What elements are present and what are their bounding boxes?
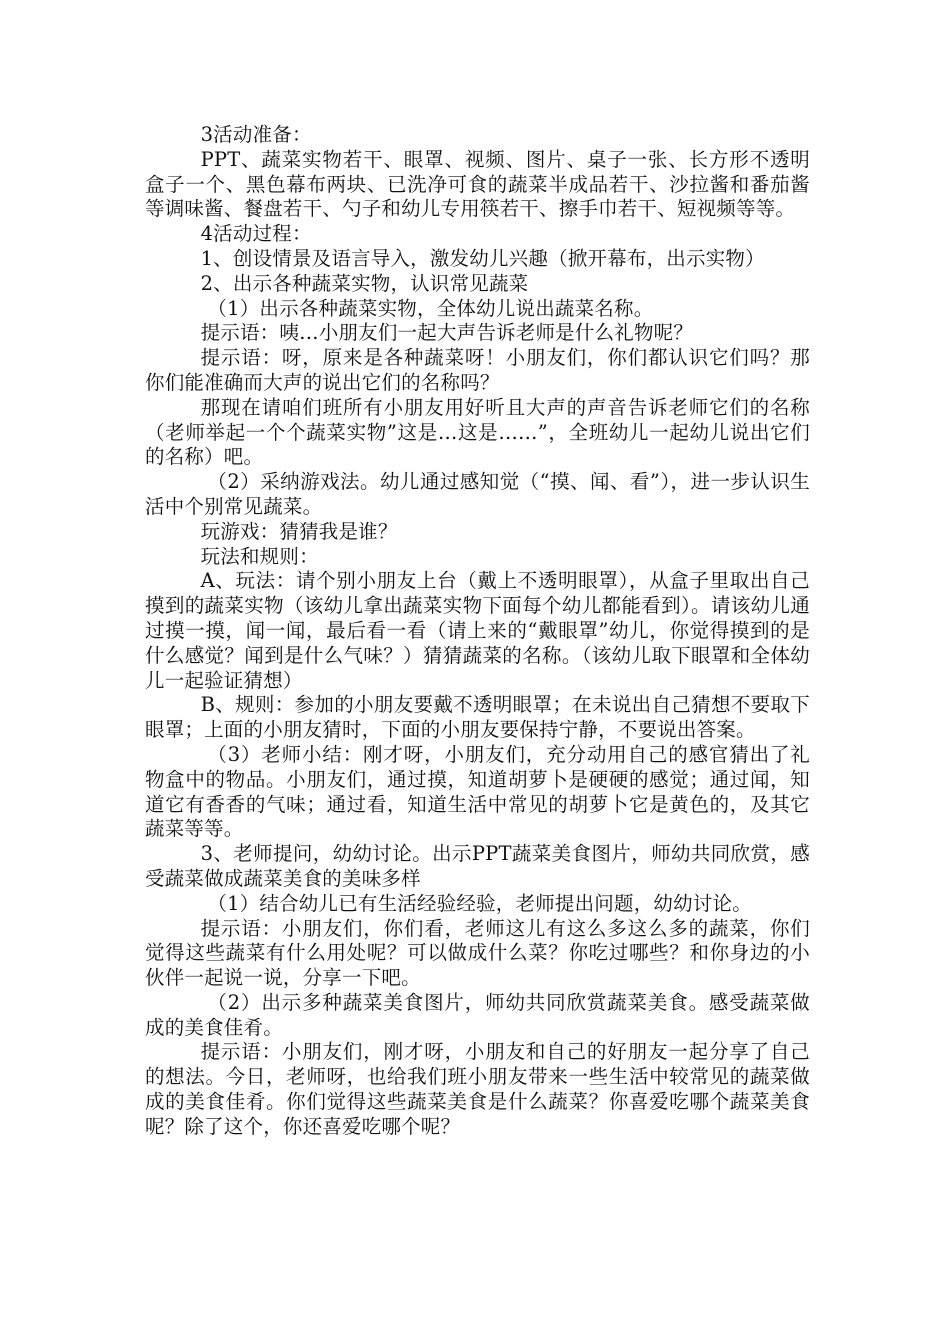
- paragraph: （1）结合幼儿已有生活经验经验，老师提出问题，幼幼讨论。: [207, 891, 752, 915]
- paragraph: 提示语：小朋友们，刚才呀，小朋友和自己的好朋友一起分享了自己的想法。今日，老师呀，也给我们班小朋友带来一些生活中较常见的蔬菜做成的美食佳肴。你们觉得这些蔬菜美食是什么蔬菜？你喜爱吃哪个蔬菜美食呢？除了这个，你还喜爱吃哪个呢？: [145, 1040, 810, 1138]
- paragraph: 提示语：呀，原来是各种蔬菜呀！小朋友们，你们都认识它们吗？那你们能准确而大声的说出它们的名称吗？: [145, 346, 810, 394]
- paragraph: 3活动准备：: [200, 123, 312, 146]
- paragraph: （3）老师小结：刚才呀，小朋友们，充分动用自己的感官猜出了礼物盒中的物品。小朋友们，通过摸，知道胡萝卜是硬硬的感觉；通过闻，知道它有香香的气味；通过看，知道生活中常见的胡萝卜它是黄色的，及其它蔬菜等等。: [145, 742, 810, 841]
- paragraph: PPT、蔬菜实物若干、眼罩、视频、图片、桌子一张、长方形不透明盒子一个、黑色幕布两块、已洗净可食的蔬菜半成品若干、沙拉酱和番茄酱等调味酱、餐盘若干、勺子和幼儿专用筷若干、擦手巾若干、短视频等等。: [145, 147, 810, 221]
- paragraph: 提示语：咦…小朋友们一起大声告诉老师是什么礼物呢？: [200, 321, 694, 345]
- paragraph: （1）出示各种蔬菜实物，全体幼儿说出蔬菜名称。: [207, 296, 654, 320]
- paragraph: 1、创设情景及语言导入，激发幼儿兴趣（掀开幕布，出示实物）: [200, 246, 765, 270]
- paragraph: 玩法和规则：: [200, 544, 319, 568]
- paragraph: （2）出示多种蔬菜美食图片，师幼共同欣赏蔬菜美食。感受蔬菜做成的美食佳肴。: [145, 990, 810, 1039]
- document-body: [145, 123, 810, 1140]
- paragraph: A、玩法：请个别小朋友上台（戴上不透明眼罩），从盒子里取出自己摸到的蔬菜实物（该幼儿拿出蔬菜实物下面每个幼儿都能看到）。请该幼儿通过摸一摸，闻一闻，最后看一看（请上来的“戴眼罩”幼儿，你觉得摸到的是什么感觉？闻到是什么气味？）猜猜蔬菜的名称。（该幼儿取下眼罩和全体幼儿一起验证猜想）: [145, 569, 810, 692]
- paragraph: 4活动过程：: [200, 222, 312, 246]
- paragraph: 提示语：小朋友们，你们看，老师这儿有这么多这么多的蔬菜，你们觉得这些蔬菜有什么用处呢？可以做成什么菜？你吃过哪些？和你身边的小伙伴一起说一说，分享一下吧。: [145, 916, 810, 990]
- paragraph: 2、出示各种蔬菜实物，认识常见蔬菜: [200, 271, 529, 295]
- paragraph: B、规则：参加的小朋友要戴不透明眼罩；在未说出自己猜想不要取下眼罩；上面的小朋友猜时，下面的小朋友要保持宁静，不要说出答案。: [145, 693, 810, 742]
- paragraph: 3、老师提问，幼幼讨论。出示PPT蔬菜美食图片，师幼共同欣赏，感受蔬菜做成蔬菜美食的美味多样: [145, 842, 810, 890]
- paragraph: 那现在请咱们班所有小朋友用好听且大声的声音告诉老师它们的名称（老师举起一个个蔬菜实物”这是…这是……”，全班幼儿一起幼儿说出它们的名称）吧。: [145, 395, 810, 469]
- paragraph: 玩游戏：猜猜我是谁？: [200, 519, 398, 543]
- paragraph: （2）采纳游戏法。幼儿通过感知觉（“摸、闻、看”），进一步认识生活中个别常见蔬菜。: [145, 470, 810, 518]
